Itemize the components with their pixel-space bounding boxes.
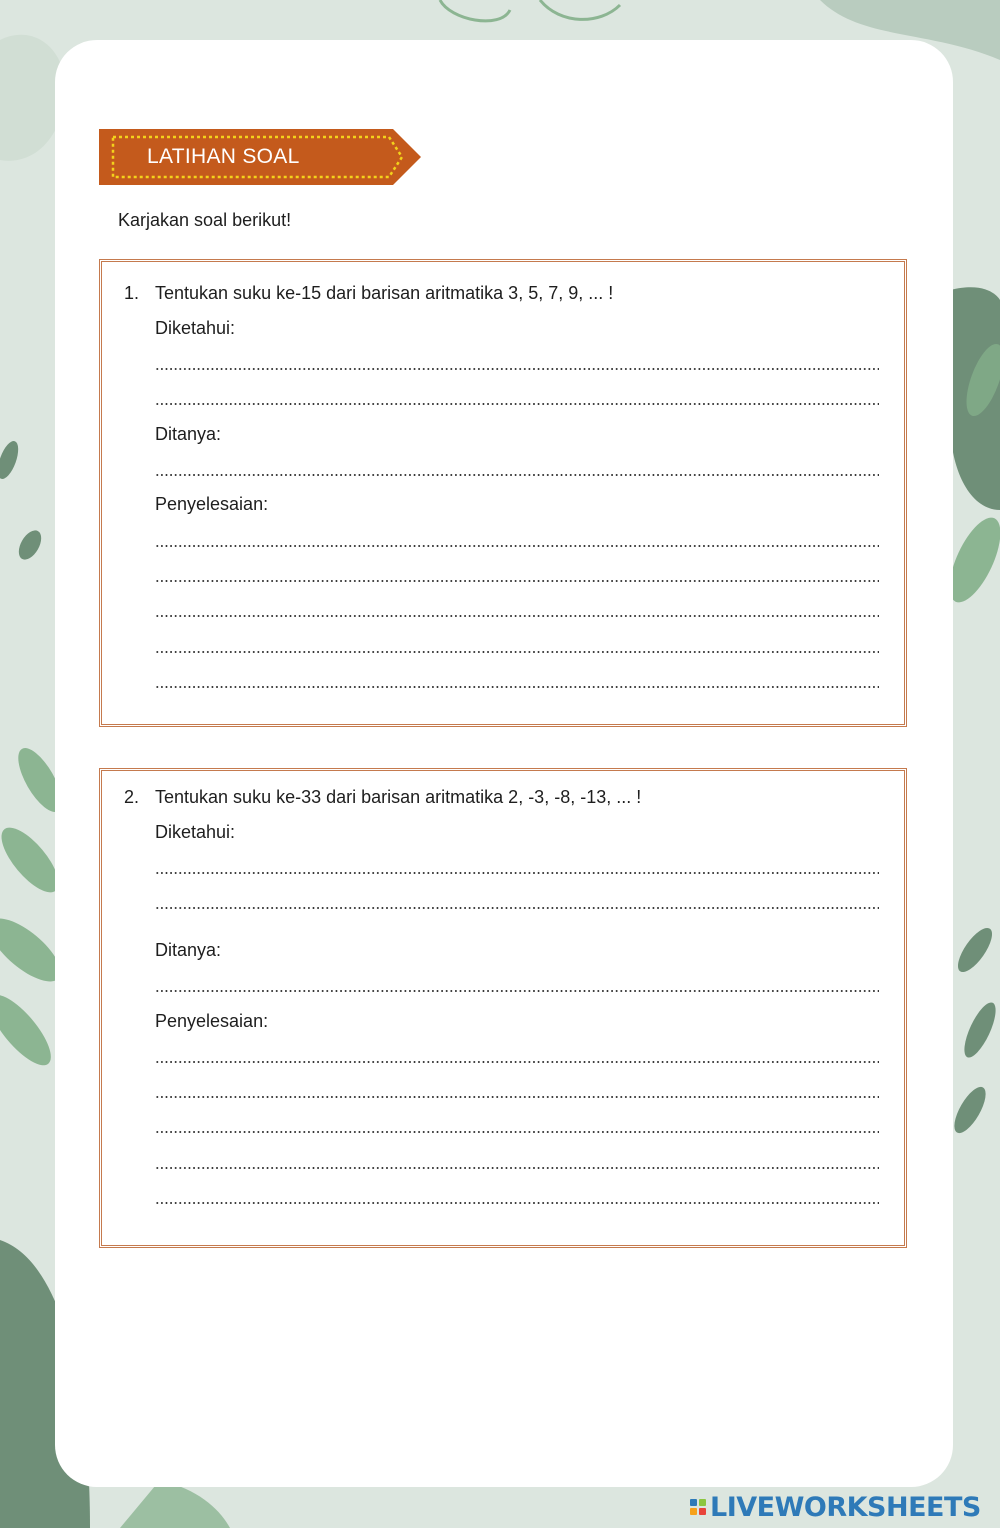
- answer-line[interactable]: [155, 686, 879, 688]
- question-number: 1.: [124, 283, 140, 303]
- instruction-text: Karjakan soal berikut!: [118, 210, 292, 230]
- brand-name: LIVEWORKSHEETS: [710, 1491, 981, 1523]
- answer-line[interactable]: [155, 545, 879, 547]
- answer-line[interactable]: [155, 1167, 879, 1169]
- answer-line[interactable]: [155, 368, 879, 370]
- answer-line[interactable]: [155, 615, 879, 617]
- worksheet-card: [55, 40, 953, 1487]
- question-box-2: [99, 768, 907, 1248]
- answer-line[interactable]: [155, 907, 879, 909]
- solution-label: Penyelesaian:: [155, 494, 269, 514]
- solution-label: Penyelesaian:: [155, 1011, 269, 1031]
- answer-line[interactable]: [155, 872, 879, 874]
- asked-label: Ditanya:: [155, 940, 222, 960]
- question-box-1: [99, 259, 907, 727]
- question-text: Tentukan suku ke-15 dari barisan aritmatika 3, 5, 7, 9, ... !: [155, 283, 614, 303]
- liveworksheets-logo[interactable]: [690, 1489, 981, 1525]
- question-number: 2.: [124, 787, 140, 807]
- answer-line[interactable]: [155, 990, 879, 992]
- answer-line[interactable]: [155, 651, 879, 653]
- answer-line[interactable]: [155, 1096, 879, 1098]
- known-label: Diketahui:: [155, 822, 236, 842]
- answer-line[interactable]: [155, 1202, 879, 1204]
- answer-line[interactable]: [155, 580, 879, 582]
- answer-line[interactable]: [155, 1061, 879, 1063]
- answer-line[interactable]: [155, 403, 879, 405]
- known-label: Diketahui:: [155, 318, 236, 338]
- question-text: Tentukan suku ke-33 dari barisan aritmatika 2, -3, -8, -13, ... !: [155, 787, 642, 807]
- banner-title: LATIHAN SOAL: [147, 145, 300, 168]
- answer-line[interactable]: [155, 1131, 879, 1133]
- asked-label: Ditanya:: [155, 424, 222, 444]
- section-banner: [99, 129, 421, 185]
- logo-squares-icon: [690, 1499, 706, 1515]
- answer-line[interactable]: [155, 474, 879, 476]
